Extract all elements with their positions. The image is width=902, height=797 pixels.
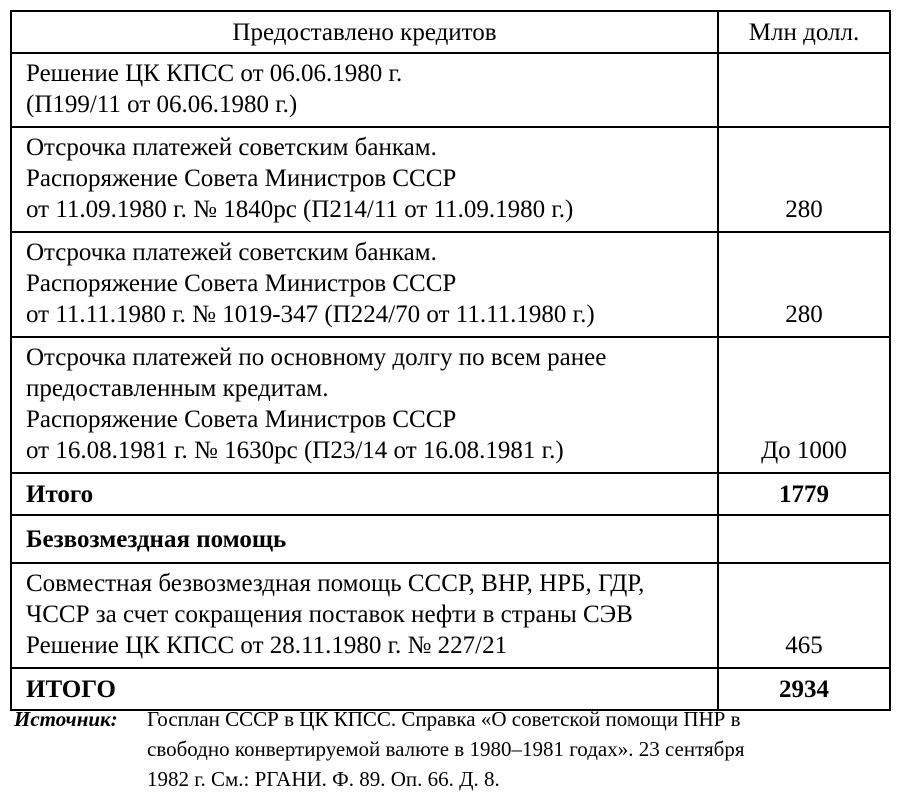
table-row	[11, 337, 890, 473]
row-value	[718, 53, 890, 127]
row-line: Отсрочка платежей советским банкам.	[26, 239, 437, 266]
row-description	[11, 337, 718, 473]
row-line: Решение ЦК КПСС от 06.06.1980 г.	[26, 60, 403, 87]
row-line: (П199/11 от 06.06.1980 г.)	[26, 91, 298, 118]
row-line: Решение ЦК КПСС от 28.11.1980 г. № 227/21	[26, 632, 508, 659]
total-value: 2934	[718, 668, 890, 710]
header-amount: Млн долл.	[718, 11, 890, 53]
row-line: от 11.11.1980 г. № 1019-347 (П224/70 от 11.11.1980 г.)	[26, 301, 595, 328]
table-header-row	[11, 11, 890, 53]
subtotal-value: 1779	[718, 473, 890, 515]
table-row	[11, 563, 890, 668]
source-line: 1982 г. См.: РГАНИ. Ф. 89. Оп. 66. Д. 8.	[147, 767, 500, 791]
row-line: ЧССР за счет сокращения поставок нефти в страны СЭВ	[26, 601, 633, 628]
row-value: 280	[718, 127, 890, 232]
row-line: Совместная безвозмездная помощь СССР, ВНР, НРБ, ГДР,	[26, 570, 645, 597]
credits-table	[10, 10, 891, 711]
source-text	[147, 704, 887, 794]
row-description	[11, 232, 718, 337]
table-row	[11, 127, 890, 232]
row-line: Распоряжение Совета Министров СССР	[26, 165, 457, 192]
total-label: ИТОГО	[11, 668, 718, 710]
row-line: Распоряжение Совета Министров СССР	[26, 270, 457, 297]
row-line: от 16.08.1981 г. № 1630рс (П23/14 от 16.08.1981 г.)	[26, 437, 564, 464]
row-description	[11, 127, 718, 232]
subtotal-row	[11, 473, 890, 515]
row-description	[11, 563, 718, 668]
source-line: свободно конвертируемой валюте в 1980–1981 годах». 23 сентября	[147, 737, 745, 761]
section-heading: Безвозмездная помощь	[11, 515, 718, 563]
section-heading-row	[11, 515, 890, 563]
section-heading-value	[718, 515, 890, 563]
row-value: 280	[718, 232, 890, 337]
row-value: До 1000	[718, 337, 890, 473]
row-description	[11, 53, 718, 127]
subtotal-label: Итого	[11, 473, 718, 515]
row-line: от 11.09.1980 г. № 1840рс (П214/11 от 11.09.1980 г.)	[26, 196, 574, 223]
header-credits: Предоставлено кредитов	[11, 11, 718, 53]
table-row	[11, 53, 890, 127]
table-row	[11, 232, 890, 337]
row-line: Отсрочка платежей советским банкам.	[26, 134, 437, 161]
source-line: Госплан СССР в ЦК КПСС. Справка «О советской помощи ПНР в	[147, 707, 741, 731]
row-value: 465	[718, 563, 890, 668]
row-line: Отсрочка платежей по основному долгу по всем ранее	[26, 344, 607, 371]
row-line: Распоряжение Совета Министров СССР	[26, 406, 457, 433]
source-label: Источник:	[14, 707, 118, 731]
row-line: предоставленным кредитам.	[26, 375, 329, 402]
